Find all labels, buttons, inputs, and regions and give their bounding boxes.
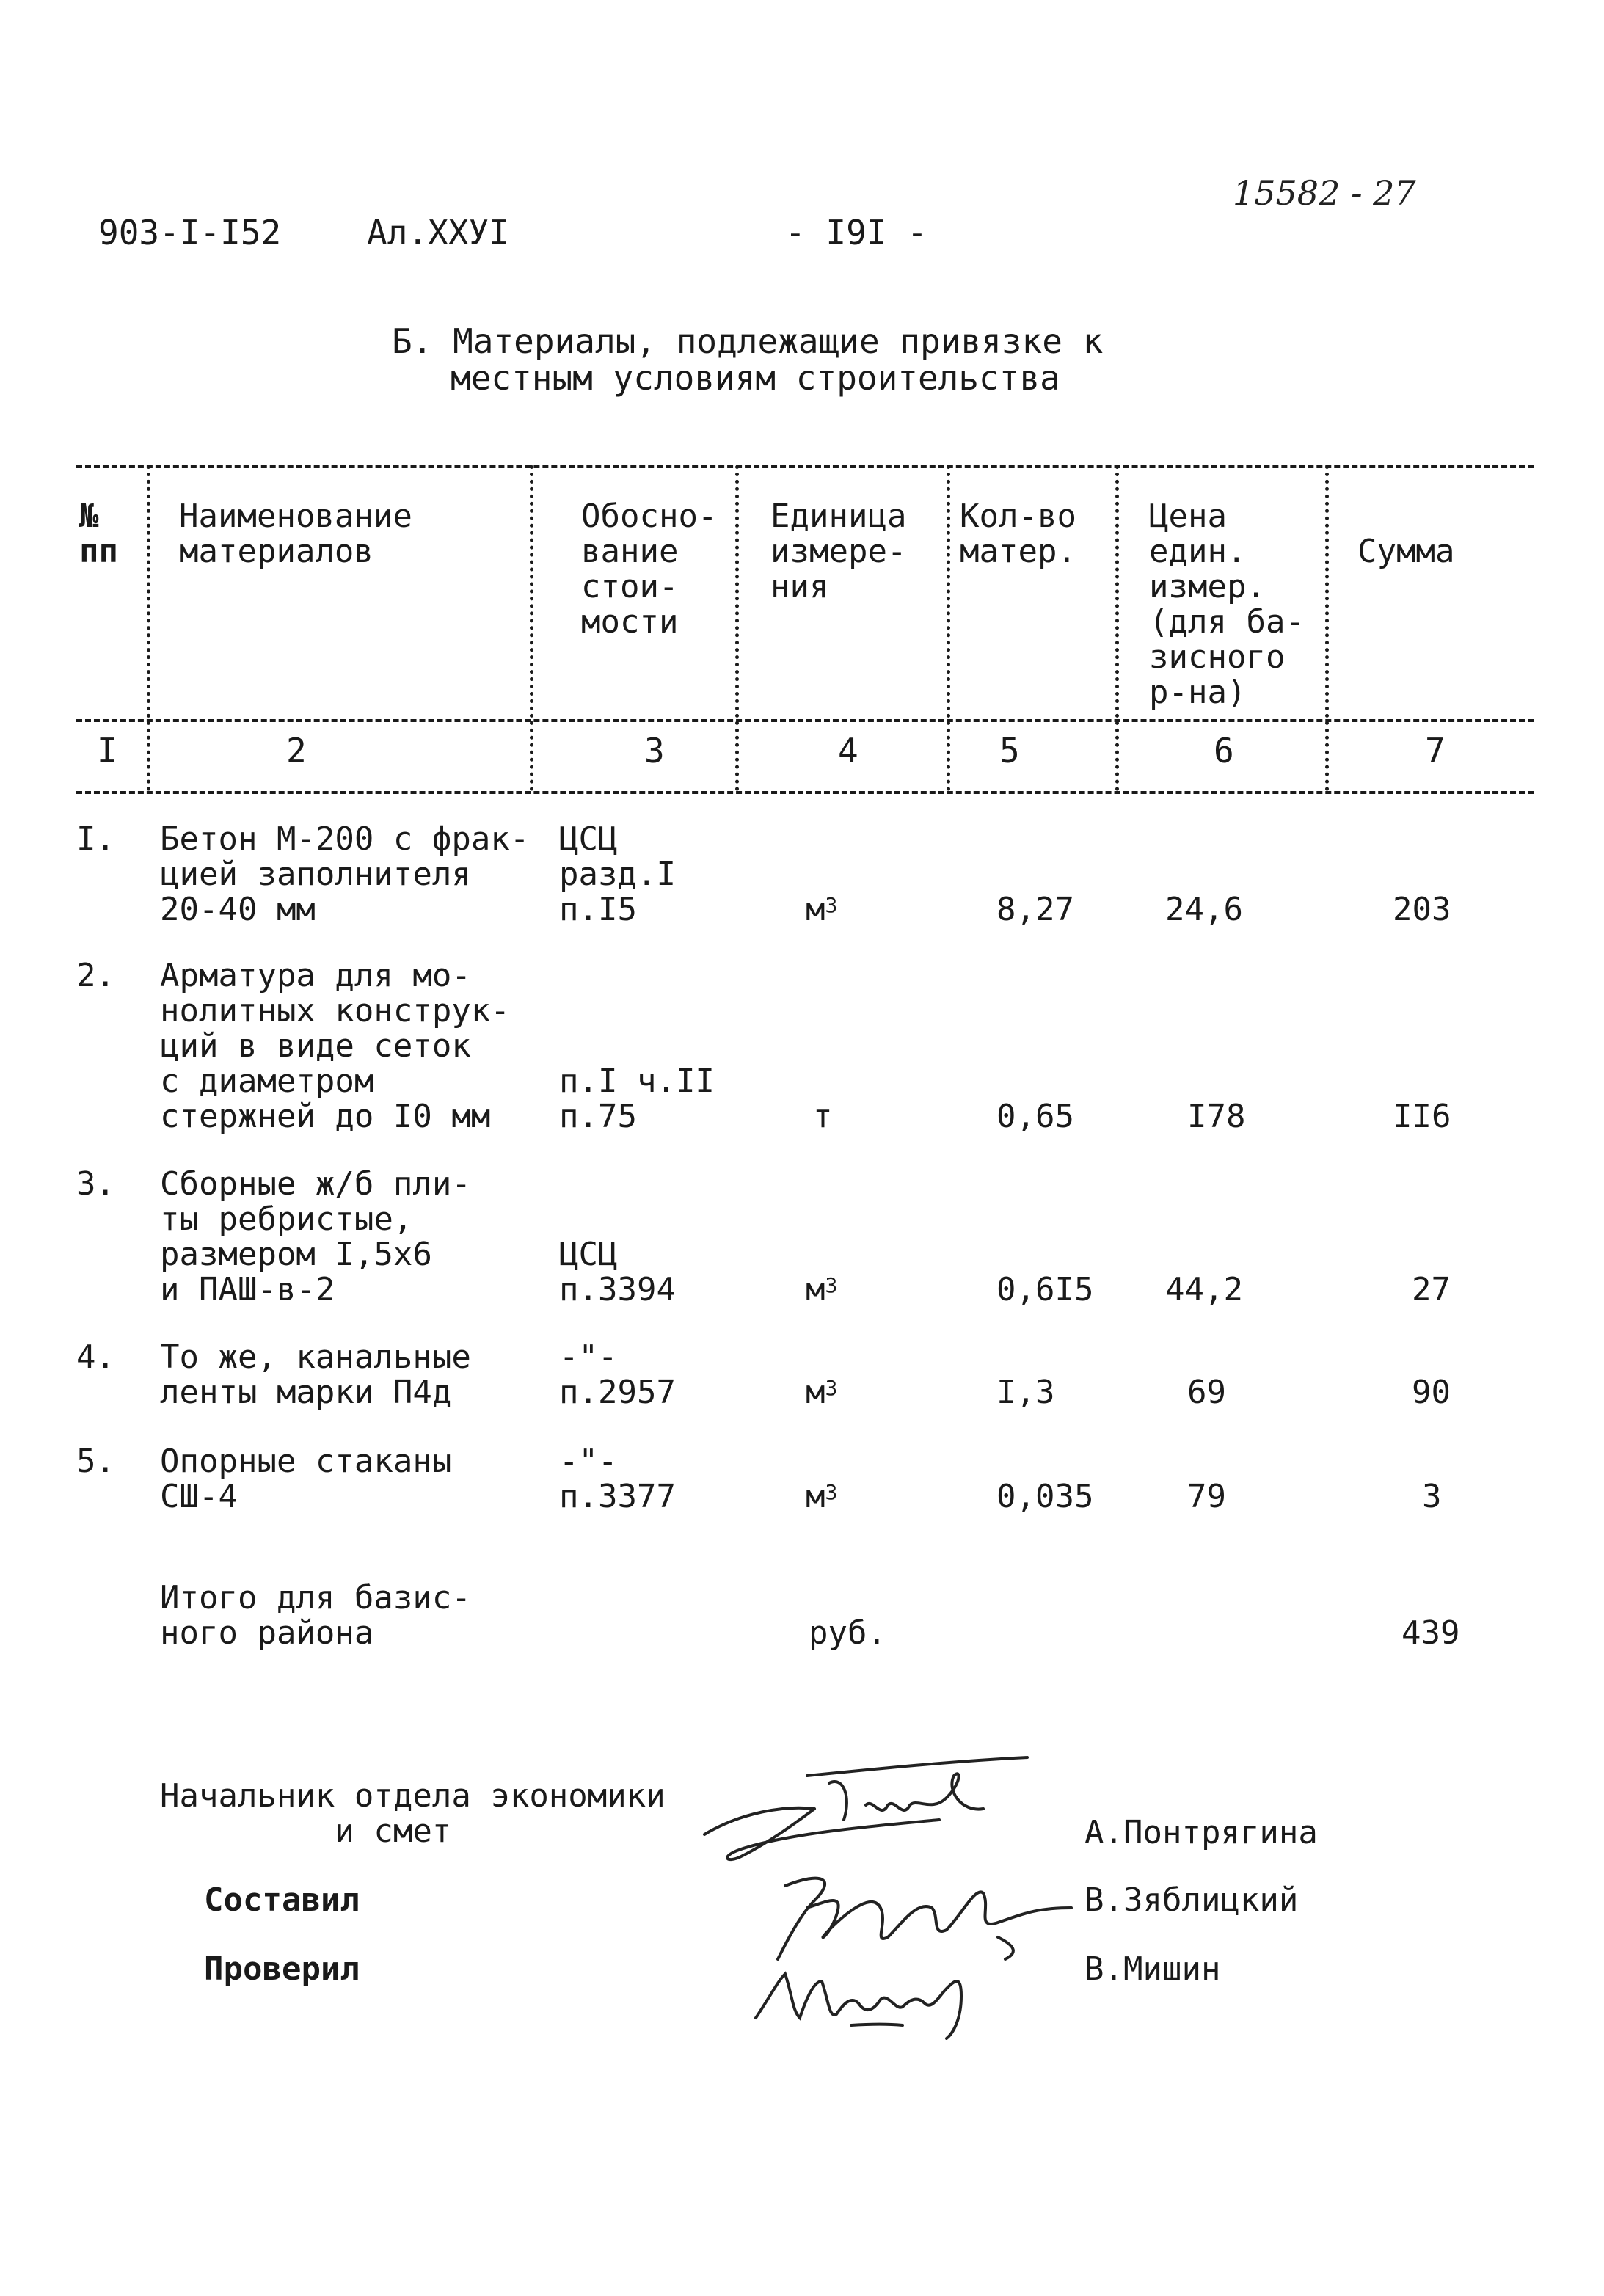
table-row-3-price: 44,2 bbox=[1165, 1271, 1243, 1308]
signature-name-head: А.Понтрягина bbox=[1084, 1814, 1318, 1851]
table-row-2-price: I78 bbox=[1187, 1098, 1246, 1135]
signature-name-checked: В.Мишин bbox=[1084, 1950, 1221, 1988]
table-row-4-basis: -"- п.2957 bbox=[559, 1338, 676, 1411]
col-header-no: № пп bbox=[79, 498, 118, 570]
table-row-5-name: Опорные стаканы СШ-4 bbox=[160, 1443, 452, 1515]
table-row-5-no: 5. bbox=[76, 1443, 115, 1480]
total-unit: руб. bbox=[809, 1614, 886, 1652]
col-number-4: 4 bbox=[838, 731, 858, 770]
signature-role-head: Начальник отдела экономики и смет bbox=[160, 1777, 666, 1850]
col-header-basis: Обосно- вание стои- мости bbox=[581, 498, 718, 641]
table-row-1-price: 24,6 bbox=[1165, 891, 1243, 928]
table-row-3-no: 3. bbox=[76, 1165, 115, 1203]
table-row-1-sum: 203 bbox=[1393, 891, 1451, 928]
table-row-2-name: Арматура для мо- нолитных конструк- ций в виде сеток с диаметром стержней до I0 мм bbox=[160, 957, 510, 1135]
col-header-name: Наименование материалов bbox=[179, 498, 412, 570]
table-row-5-unit: $м^3$ bbox=[806, 1478, 838, 1515]
table-row-3-unit: $м^3$ bbox=[806, 1271, 838, 1308]
table-row-3-basis: ЦСЦ п.3394 bbox=[559, 1236, 676, 1308]
col-header-qty: Кол-во матер. bbox=[960, 498, 1076, 570]
col-number-5: 5 bbox=[999, 731, 1020, 770]
table-row-1-unit: $м^3$ bbox=[806, 891, 838, 928]
col-number-3: 3 bbox=[644, 731, 665, 770]
col-divider-1 bbox=[147, 465, 150, 791]
col-header-price: Цена един. измер. (для ба- зисного р-на) bbox=[1149, 498, 1305, 711]
table-row-4-sum: 90 bbox=[1412, 1374, 1451, 1411]
header-bottom-rule bbox=[76, 719, 1534, 722]
table-row-4-name: То же, канальные ленты марки П4д bbox=[160, 1338, 471, 1411]
section-title-line2: местным условиям строительства bbox=[451, 358, 1060, 398]
table-row-2-sum: II6 bbox=[1393, 1098, 1451, 1135]
col-divider-6 bbox=[1325, 465, 1329, 791]
handwritten-stamp: 15582 - 27 bbox=[1233, 173, 1416, 213]
signature-scribble-1 bbox=[697, 1754, 1035, 1878]
table-row-2-unit: т bbox=[813, 1098, 833, 1135]
col-number-1: I bbox=[97, 731, 117, 770]
section-title-line1: Б. Материалы, подлежащие привязке к bbox=[392, 321, 1104, 361]
table-row-5-basis: -"- п.3377 bbox=[559, 1443, 676, 1515]
table-row-5-qty: 0,035 bbox=[996, 1478, 1094, 1515]
total-sum: 439 bbox=[1401, 1614, 1460, 1652]
table-row-3-name: Сборные ж/б пли- ты ребристые, размером I,5х6 и ПАШ-в-2 bbox=[160, 1165, 471, 1308]
table-row-5-sum: 3 bbox=[1422, 1478, 1442, 1515]
col-divider-3 bbox=[735, 465, 739, 791]
colnum-bottom-rule bbox=[76, 791, 1534, 794]
table-row-3-qty: 0,6I5 bbox=[996, 1271, 1094, 1308]
table-row-4-no: 4. bbox=[76, 1338, 115, 1376]
col-divider-2 bbox=[530, 465, 533, 791]
col-header-unit: Единица измере- ния bbox=[770, 498, 907, 605]
page-number: - I9I - bbox=[785, 213, 927, 252]
signature-name-compiled: В.Зяблицкий bbox=[1084, 1881, 1299, 1919]
table-row-1-qty: 8,27 bbox=[996, 891, 1074, 928]
table-row-1-no: I. bbox=[76, 820, 115, 858]
table-row-4-price: 69 bbox=[1187, 1374, 1226, 1411]
table-row-5-price: 79 bbox=[1187, 1478, 1226, 1515]
col-number-2: 2 bbox=[286, 731, 307, 770]
total-label: Итого для базис- ного района bbox=[160, 1579, 471, 1652]
doc-code: 903-I-I52 bbox=[98, 213, 282, 252]
signature-role-checked: Проверил bbox=[204, 1950, 360, 1988]
signature-role-compiled: Составил bbox=[204, 1881, 360, 1919]
album-number: Ал.XXУI bbox=[367, 213, 509, 252]
col-number-7: 7 bbox=[1425, 731, 1446, 770]
col-divider-4 bbox=[947, 465, 950, 791]
table-row-4-qty: I,3 bbox=[996, 1374, 1055, 1411]
col-number-6: 6 bbox=[1214, 731, 1234, 770]
table-row-3-sum: 27 bbox=[1412, 1271, 1451, 1308]
col-divider-5 bbox=[1115, 465, 1119, 791]
table-row-2-basis: п.I ч.II п.75 bbox=[559, 1063, 715, 1135]
col-header-sum: Сумма bbox=[1357, 533, 1455, 570]
table-top-rule bbox=[76, 465, 1534, 468]
table-row-4-unit: $м^3$ bbox=[806, 1374, 838, 1411]
signature-scribble-3 bbox=[741, 1952, 983, 2040]
table-row-1-basis: ЦСЦ разд.I п.I5 bbox=[559, 820, 676, 928]
table-row-2-no: 2. bbox=[76, 957, 115, 994]
table-row-2-qty: 0,65 bbox=[996, 1098, 1074, 1135]
table-row-1-name: Бетон М-200 с фрак- цией заполнителя 20-40 мм bbox=[160, 820, 530, 928]
